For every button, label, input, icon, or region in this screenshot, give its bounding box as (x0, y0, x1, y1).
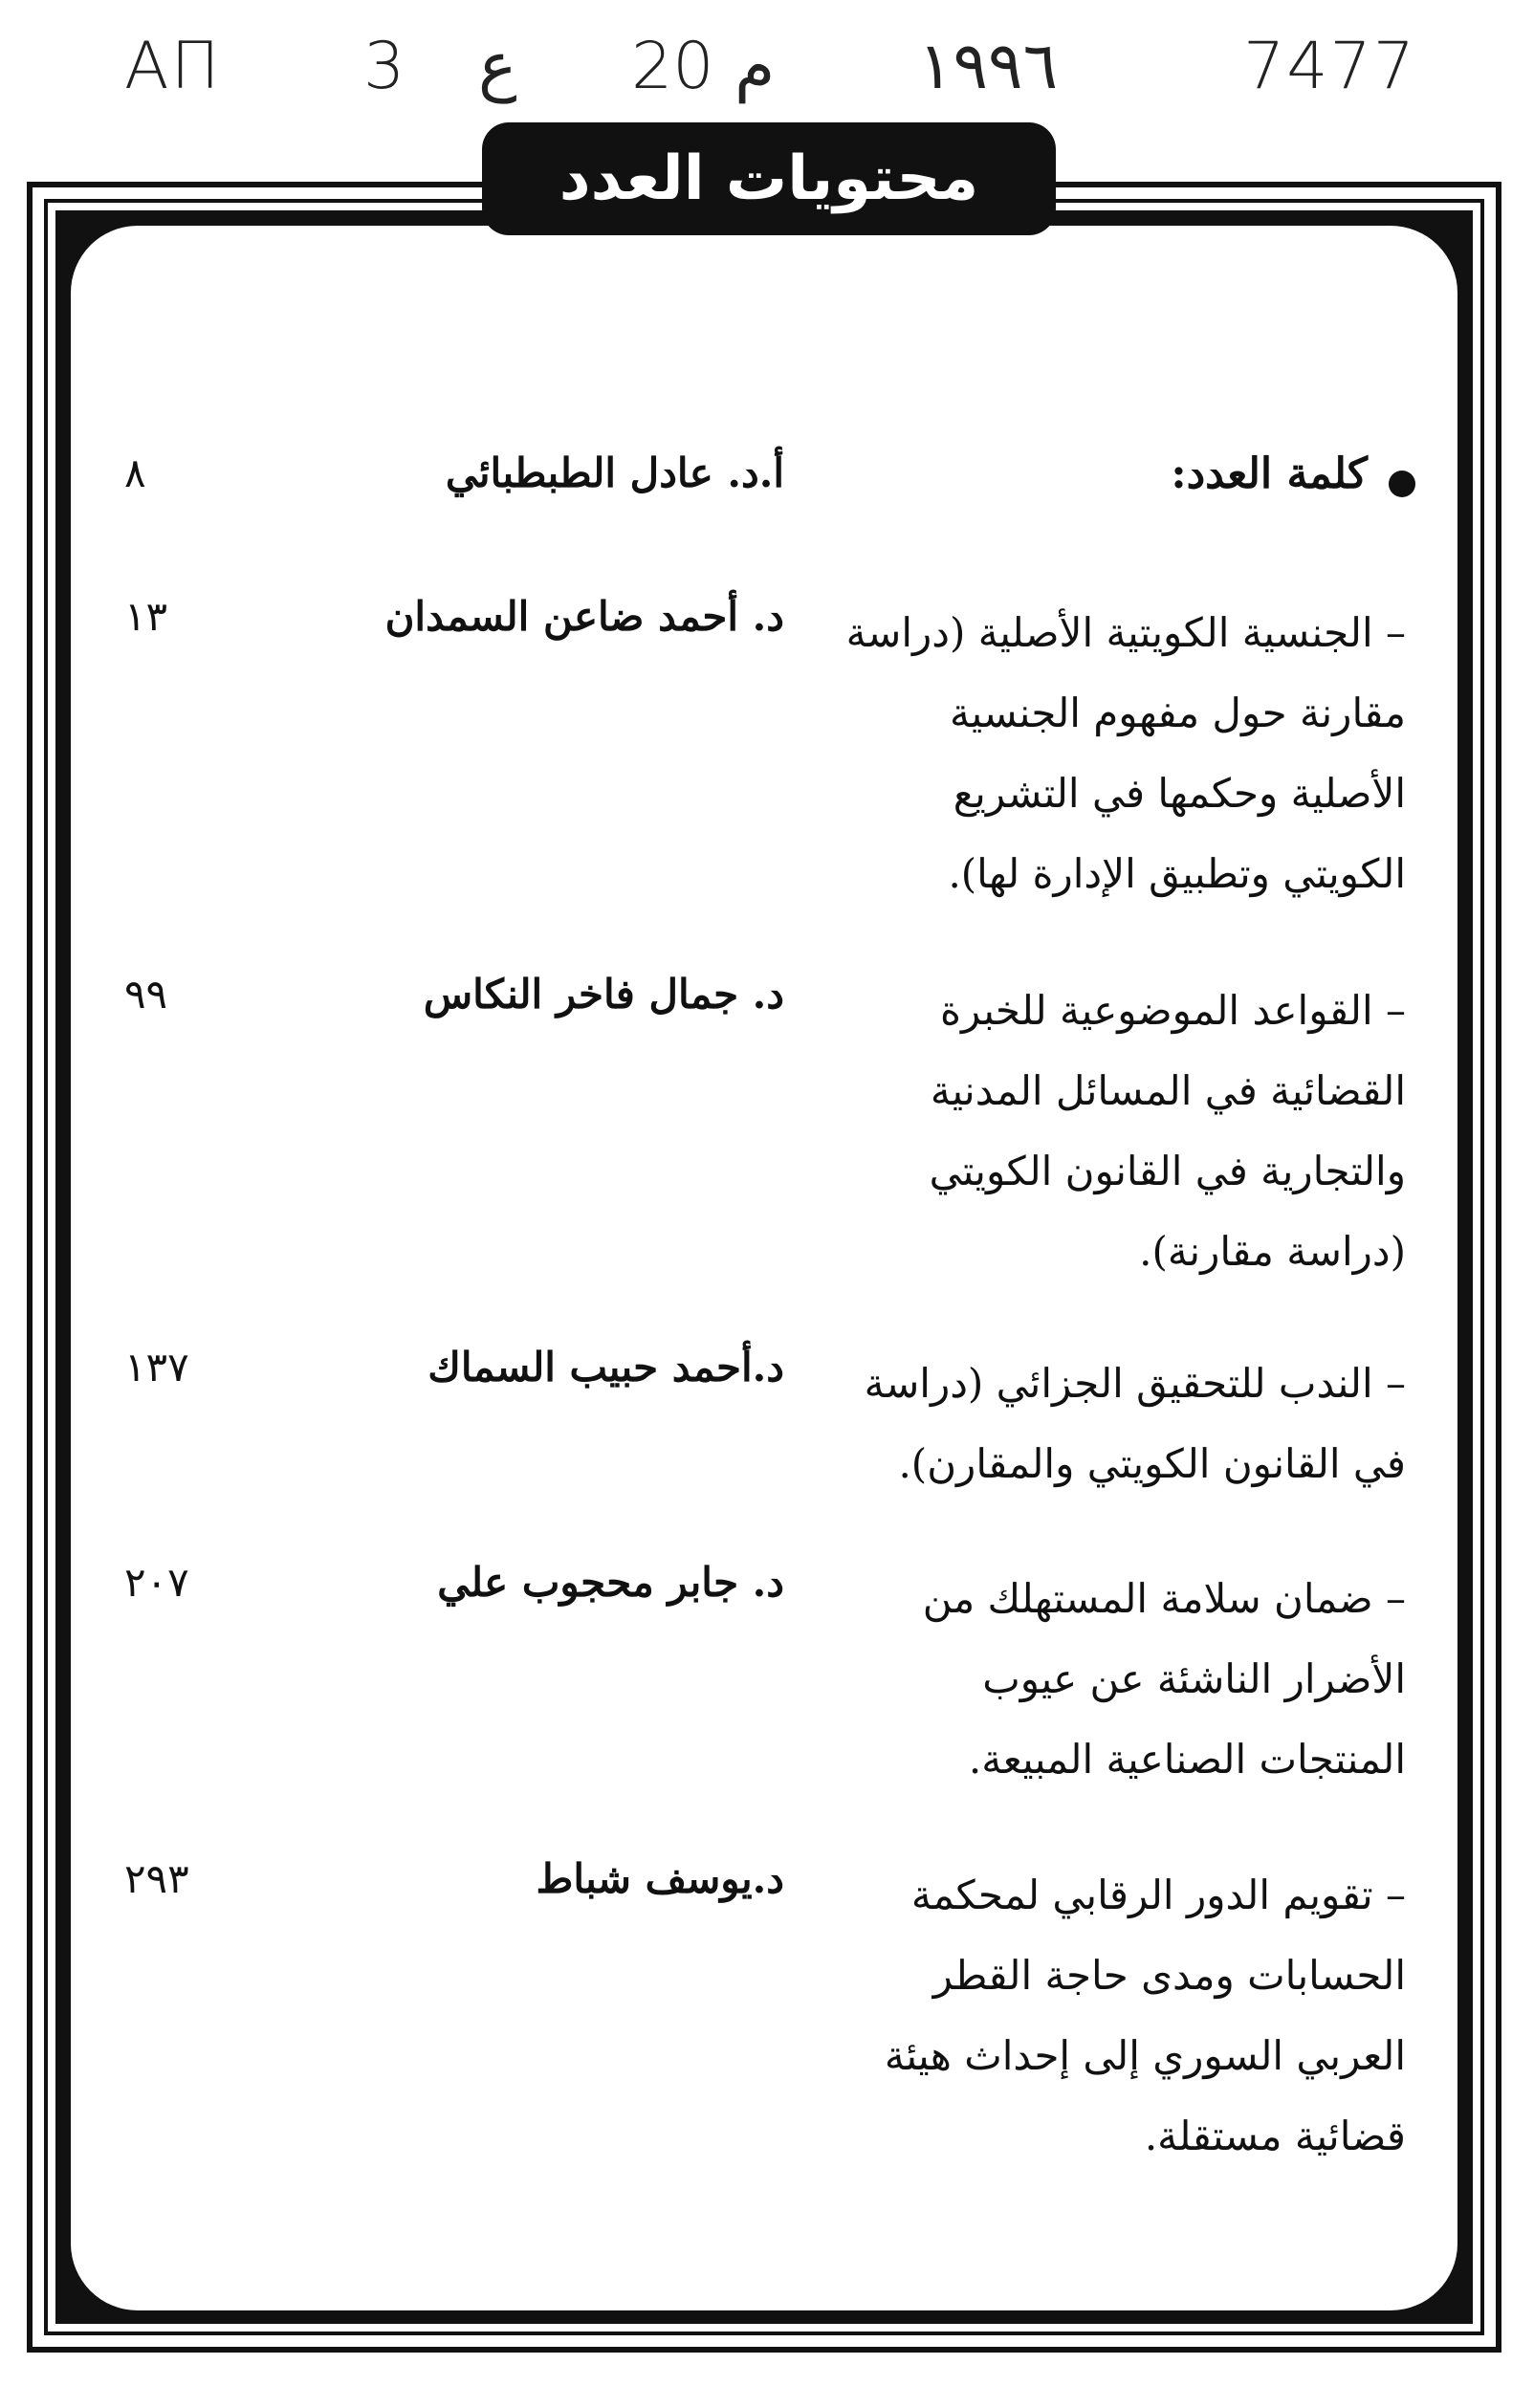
entry-title-line: – القواعد الموضوعية للخبرة (940, 987, 1406, 1034)
handwritten-part: 20 م (631, 29, 776, 104)
entry-title-line: مقارنة حول مفهوم الجنسية (950, 690, 1406, 736)
author-name: د.أحمد حبيب السماك (427, 1344, 784, 1390)
entry-title (842, 593, 1406, 914)
entry-title-line: العربي السوري إلى إحداث هيئة (884, 2032, 1406, 2079)
handwritten-part: 3 (363, 29, 407, 104)
handwritten-part: ع (478, 29, 517, 104)
author-name: د. جابر محجوب علي (437, 1559, 784, 1606)
entry-title-line: (دراسة مقارنة). (1139, 1228, 1406, 1275)
entry-title-line: – الجنسية الكويتية الأصلية (دراسة (845, 609, 1406, 656)
bullet-icon (1389, 471, 1415, 497)
page-number: ٩٩ (124, 971, 168, 1018)
handwritten-part: ١٩٩٦ (918, 29, 1059, 104)
author-name: د.يوسف شباط (536, 1855, 784, 1902)
page-title: محتويات العدد (482, 122, 1056, 235)
entry-title (842, 1855, 1406, 2177)
page-number: ١٣٧ (124, 1344, 189, 1390)
author-name: د. أحمد ضاعن السمدان (384, 593, 784, 640)
entry-title (842, 1344, 1406, 1504)
entry-title-line: – ضمان سلامة المستهلك من (922, 1575, 1406, 1622)
page-number: ٨ (124, 449, 146, 496)
handwritten-part: 7477 (1243, 29, 1417, 104)
entry-title-line: في القانون الكويتي والمقارن). (898, 1440, 1406, 1487)
entry-title-line: الأضرار الناشئة عن عيوب (982, 1655, 1406, 1702)
entry-title-line: القضائية في المسائل المدنية (930, 1067, 1406, 1114)
entry-title-line: المنتجات الصناعية المبيعة. (968, 1736, 1406, 1783)
entry-title-line: والتجارية في القانون الكويتي (929, 1148, 1406, 1194)
author-name: د. جمال فاخر النكاس (423, 971, 784, 1018)
entry-title-line: الأصلية وحكمها في التشريع (953, 770, 1406, 817)
page-number: ٢٩٣ (124, 1855, 189, 1902)
entry-title-line: – الندب للتحقيق الجزائي (دراسة (864, 1360, 1406, 1407)
entry-title-line: قضائية مستقلة. (1144, 2112, 1406, 2159)
entry-title (842, 971, 1406, 1292)
entry-title: كلمة العدد: (1171, 449, 1368, 498)
handwritten-note (0, 19, 1534, 124)
entry-title-line: الحسابات ومدى حاجة القطر (932, 1952, 1406, 1999)
page-number: ٢٠٧ (124, 1559, 189, 1606)
author-name: أ.د. عادل الطبطبائي (445, 449, 784, 496)
entry-title (842, 1559, 1406, 1800)
entry-title-line: – تقويم الدور الرقابي لمحكمة (910, 1872, 1406, 1918)
handwritten-part: AΠ (124, 29, 222, 104)
entry-title-line: الكويتي وتطبيق الإدارة لها). (948, 850, 1406, 897)
page-number: ١٣ (124, 593, 168, 640)
